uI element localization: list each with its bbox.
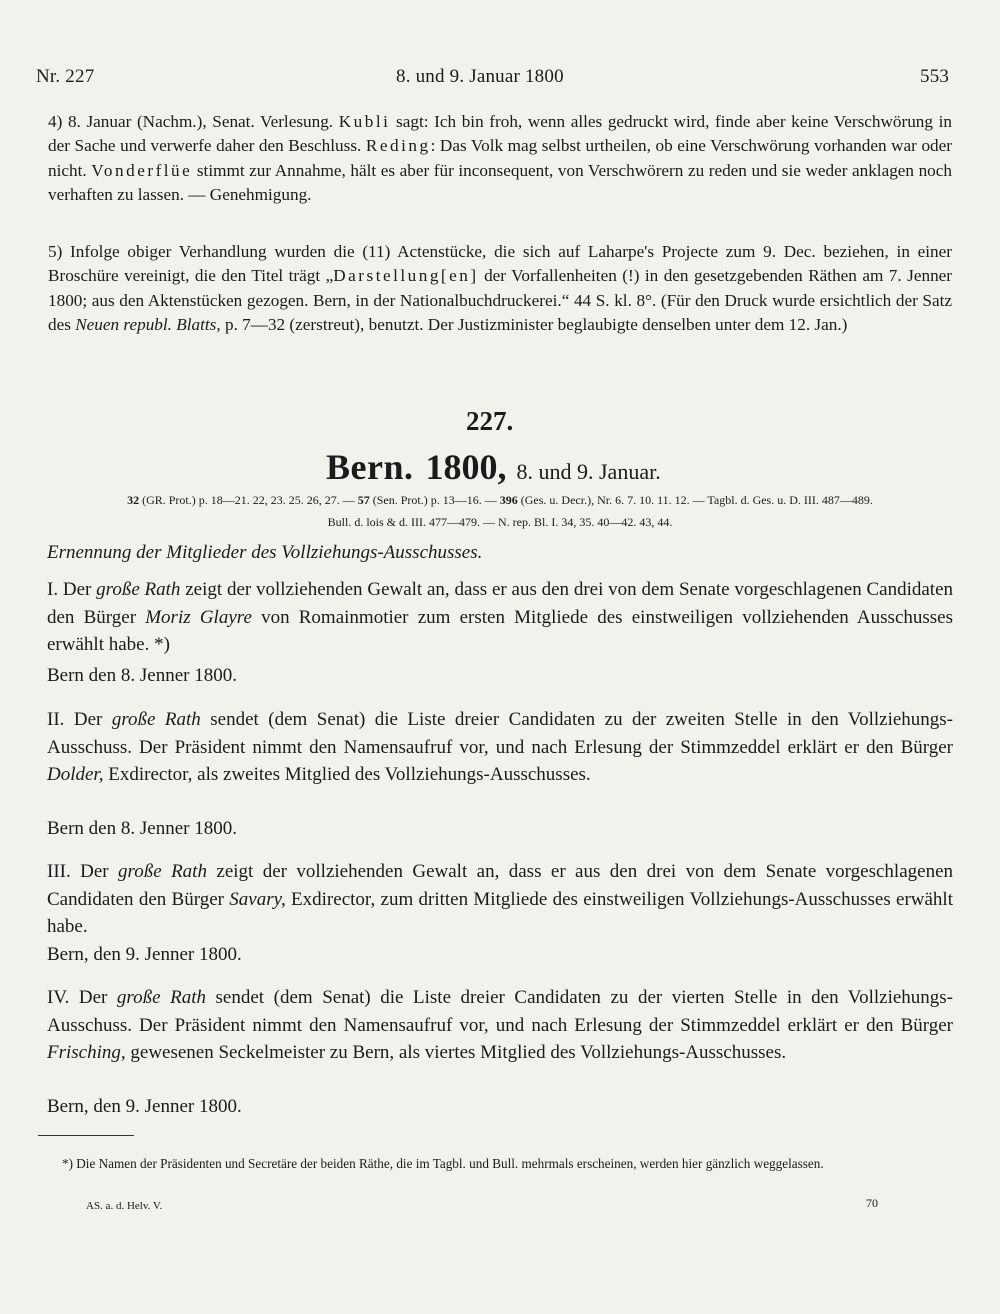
sec4-text: sendet (dem Senat) die Liste dreier Candidaten zu der vierten Stelle in den Vollziehungs-Ausschuss. Der Präsident nimmt den Namensaufruf vor, und nach Erlesung der Stimmzeddel erklärt er den Bürger (47, 987, 953, 1036)
section-2 (47, 706, 953, 789)
sec2-text: sendet (dem Senat) die Liste dreier Candidaten zu der zweiten Stelle in den Vollziehungs-Ausschuss. Der Präsident nimmt den Namensaufruf vor, und nach Erlesung der Stimmzeddel erklärt er den Bürger (47, 709, 954, 758)
sec4-date: Bern, den 9. Jenner 1800. (47, 1096, 242, 1117)
sec3-text2: Exdirector, zum dritten Mitgliede des einstweiligen Vollziehungs-Ausschusses erwählt habe. (47, 888, 953, 937)
ref-sen-count: 57 (357, 493, 370, 507)
footnote: *) Die Namen der Präsidenten und Secretäre der beiden Räthe, die im Tagbl. und Bull. mehrmals erscheinen, werden hier gänzlich weggelassen. (62, 1156, 824, 1171)
sec4-text2: gewesenen Seckelmeister zu Bern, als viertes Mitglied des Vollziehungs-Ausschusses. (130, 1042, 787, 1063)
para4-text3: stimmt zur Annahme, hält es aber für inconsequent, von Verschwörern zu reden und sie weder anklagen noch verhaften zu lassen. — Genehmigung. (48, 160, 953, 205)
speaker-reding: Reding (365, 136, 431, 156)
sec1-text: zeigt der vollziehenden Gewalt an, dass er aus den drei von dem Senate vorgeschlagenen Candidaten den Bürger (47, 579, 954, 628)
sec2-date: Bern den 8. Jenner 1800. (47, 818, 237, 839)
sec3-name: Savary, (229, 888, 286, 910)
sec3-italic1: große Rath (118, 861, 207, 882)
sec3-date: Bern, den 9. Jenner 1800. (47, 944, 242, 965)
sec1-text2: von Romainmotier zum ersten Mitgliede des einstweiligen vollziehenden Ausschusses erwählt habe. *) (47, 606, 953, 655)
para5-text1: 5) Infolge obiger Verhandlung wurden die (11) Actenstücke, die sich auf Laharpe's Projecte zum 9. Dec. beziehen, in einer Broschüre vereinigt, die den Titel trägt „ (48, 242, 952, 286)
sec1-italic1: große Rath (96, 579, 181, 600)
para5-text2: der Vorfallenheiten (!) in den gesetzgebenden Räthen am 7. Jenner 1800; aus den Aktenstücken gezogen. Bern, in der Nationalbuchdruckerei.“ 44 S. kl. 8°. (Für den Druck wurde ersichtlich der Satz des (48, 266, 953, 335)
para4-text2: : Das Volk mag selbst urtheilen, ob eine Verschwörung vorhanden war oder nicht. (48, 136, 953, 180)
ref-ges-count: 396 (499, 493, 518, 507)
para5-italic: Neuen republ. Blatts, (75, 315, 221, 335)
header-number: Nr. 227 (36, 66, 95, 87)
sec1-name: Moriz Glayre (145, 606, 252, 628)
paragraph-4 (48, 110, 952, 208)
sec4-lead: IV. Der (47, 987, 108, 1008)
para4-lead: 4) 8. Januar (Nachm.), Senat. Verlesung. (48, 112, 334, 131)
footer-source: AS. a. d. Helv. V. (86, 1200, 163, 1212)
paragraph-5 (48, 240, 952, 338)
ref-sen-text: (Sen. Prot.) p. 13—16. — (372, 493, 497, 507)
para4-text1: sagt: Ich bin froh, wenn alles gedruckt wird, finde aber keine Verschwörung in der Sache und verwerfe daher den Beschluss. (48, 112, 952, 156)
entry-heading (326, 446, 661, 488)
header-page-number: 553 (920, 66, 950, 87)
ref-ges-text: (Ges. u. Decr.), Nr. 6. 7. 10. 11. 12. — Tagbl. d. Ges. u. D. III. 487—489. (520, 493, 873, 507)
references-line-1 (48, 490, 952, 510)
sec1-lead: I. Der (47, 579, 92, 600)
section-1 (47, 576, 953, 659)
ref-gr-text: (GR. Prot.) p. 18—21. 22, 23. 25. 26, 27. — (142, 493, 355, 507)
sec4-italic1: große Rath (116, 987, 206, 1008)
entry-year: 1800, (425, 447, 507, 487)
section-4 (47, 984, 953, 1067)
references-line-2: Bull. d. lois & d. III. 477—479. — N. rep. Bl. I. 34, 35. 40—42. 43, 44. (327, 515, 673, 529)
section-3 (47, 858, 953, 941)
speaker-vonderfluee: Vonderflüe (91, 160, 193, 180)
sec2-name: Dolder, (47, 764, 104, 785)
header-date: 8. und 9. Januar 1800 (396, 66, 564, 87)
footnote-rule (38, 1135, 134, 1136)
sec2-text2: Exdirector, als zweites Mitglied des Vollziehungs-Ausschusses. (108, 764, 591, 785)
entry-place: Bern. (326, 447, 414, 487)
sec3-lead: III. Der (47, 861, 109, 882)
entry-date: 8. und 9. Januar. (516, 459, 661, 484)
ref-gr-count: 32 (127, 493, 140, 507)
speaker-kubli: Kubli (338, 112, 391, 131)
sec3-text: zeigt der vollziehenden Gewalt an, dass er aus den drei von dem Senate vorgeschlagenen Candidaten den Bürger (47, 861, 954, 910)
sec1-date: Bern den 8. Jenner 1800. (47, 665, 237, 686)
sec4-name: Frisching, (47, 1042, 126, 1063)
sec2-italic1: große Rath (111, 709, 201, 730)
entry-number: 227. (466, 406, 514, 436)
footer-signature: 70 (866, 1196, 878, 1210)
para5-text3: p. 7—32 (zerstreut), benutzt. Der Justizminister beglaubigte denselben unter dem 12. Jan.) (224, 315, 848, 335)
para5-title-spaced: Darstellung[en] (333, 266, 479, 286)
sec2-lead: II. Der (47, 709, 103, 730)
section-subtitle: Ernennung der Mitglieder des Vollziehungs-Ausschusses. (47, 542, 483, 563)
